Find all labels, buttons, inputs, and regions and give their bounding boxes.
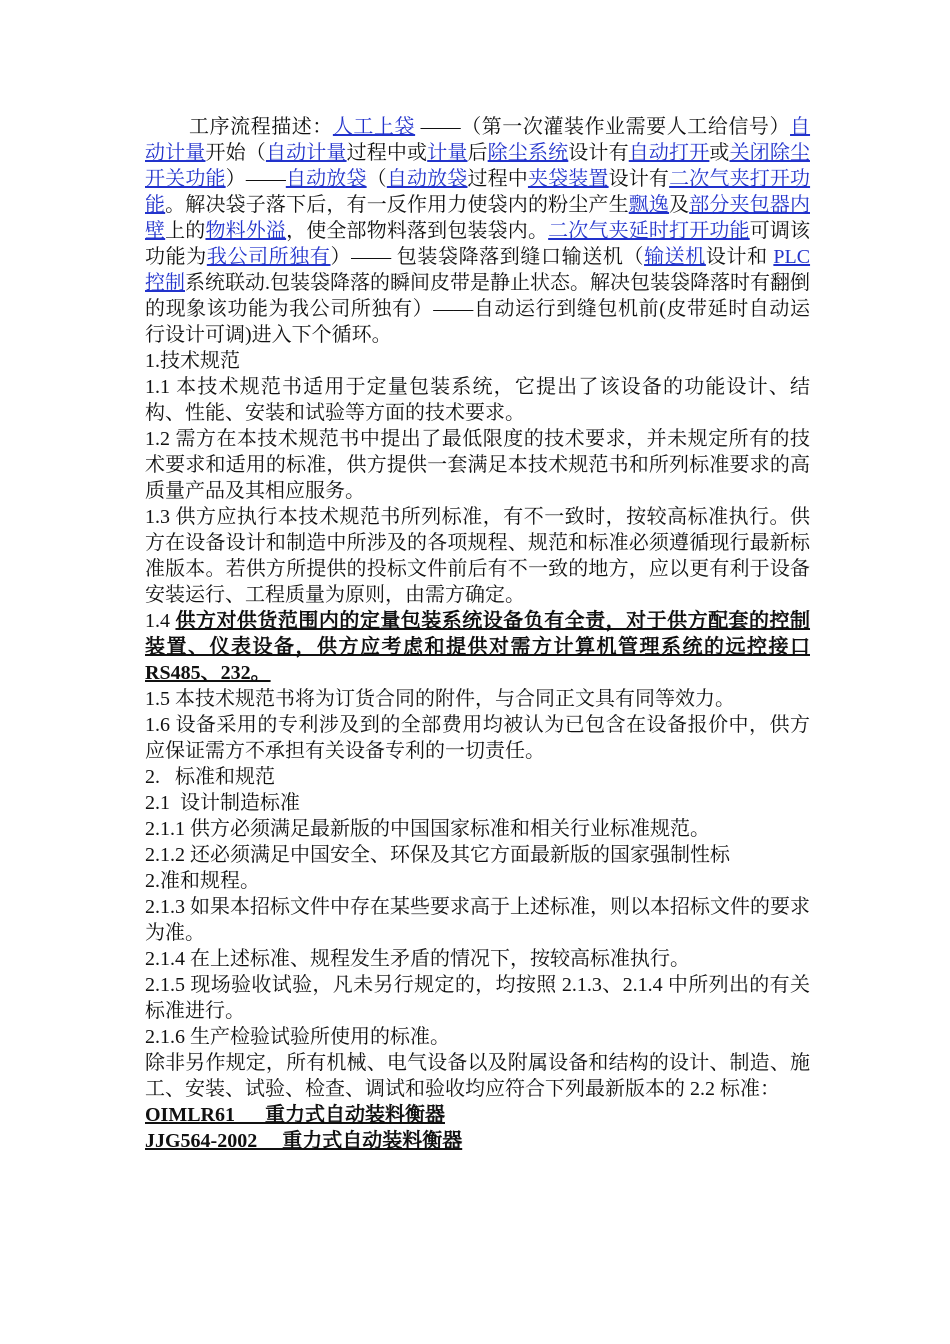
inline-link[interactable]: 我公司所独有 (206, 246, 331, 268)
clause-1-4-bold-text: 供方对供货范围内的定量包装系统设备负有全责，对于供方配套的控制装置、仪表设备，供方应考虑和提供对需方计算机管理系统的远控接口 RS485、232。 (145, 610, 811, 684)
paragraph: 除非另作规定，所有机械、电气设备以及附属设备和结构的设计、制造、施工、安装、试验、检查、调试和验收均应符合下列最新版本的 2.2 标准： (145, 1052, 810, 1100)
paragraph: 1.2 需方在本技术规范书中提出了最低限度的技术要求，并未规定所有的技术要求和适用的标准，供方提供一套满足本技术规范书和所列标准要求的高质量产品及其相应服务。 (145, 428, 810, 502)
flow-text: 工序流程描述： (189, 116, 333, 138)
inline-link[interactable]: 计量 (427, 142, 468, 164)
paragraph: 1.6 设备采用的专利涉及到的全部费用均被认为已包含在设备报价中，供方应保证需方不承担有关设备专利的一切责任。 (145, 714, 810, 762)
paragraph: 1.3 供方应执行本技术规范书所列标准，有不一致时，按较高标准执行。供方在设备设计和制造中所涉及的各项规程、规范和标准必须遵循现行最新标准版本。若供方所提供的投标文件前后有不一致的地方，应以更有利于设备安装运行、工程质量为原则，由需方确定。 (145, 506, 810, 606)
inline-link[interactable]: 除尘系统 (487, 142, 569, 164)
clause-1-4-number: 1.4 (145, 610, 176, 632)
document-page (145, 114, 810, 1154)
inline-link[interactable]: 自动计量 (265, 142, 347, 164)
inline-link[interactable]: 输送机 (644, 246, 706, 268)
paragraph: 2.1.1 供方必须满足最新版的中国国家标准和相关行业标准规范。 (145, 818, 710, 840)
flow-text: 或 (709, 142, 730, 164)
standards-section (145, 686, 810, 1102)
flow-text: 过程中或 (346, 142, 428, 164)
flow-text: 过程中 (467, 168, 528, 190)
flow-text: 及 (669, 194, 690, 216)
paragraph: 2.1.6 生产检验试验所使用的标准。 (145, 1026, 450, 1048)
inline-link[interactable]: PLC 控制 (145, 246, 811, 294)
paragraph: 2.1.3 如果本招标文件中存在某些要求高于上述标准，则以本招标文件的要求为准。 (145, 896, 810, 944)
standard-entry: JJG564-2002 重力式自动装料衡器 (145, 1130, 463, 1152)
paragraph: 1.5 本技术规范书将为订货合同的附件，与合同正文具有同等效力。 (145, 688, 735, 710)
process-flow-paragraph (145, 114, 810, 348)
tech-spec-section (145, 348, 810, 608)
clause-1-4 (145, 608, 810, 686)
inline-link[interactable]: 人工上袋 (332, 116, 416, 138)
inline-link[interactable]: 二次气夹打开功能 (145, 168, 811, 216)
paragraph: 2.1.4 在上述标准、规程发生矛盾的情况下，按较高标准执行。 (145, 948, 690, 970)
standards-list (145, 1102, 810, 1154)
flow-text: 设计有 (608, 168, 670, 190)
flow-text: 后 (467, 142, 488, 164)
inline-link[interactable]: 关闭除尘开关功能 (145, 142, 810, 190)
standard-entry: OIMLR61 重力式自动装料衡器 (145, 1104, 445, 1126)
flow-text: ）—— (225, 168, 286, 190)
paragraph: 2.准和规程。 (145, 870, 260, 892)
flow-text: 可调该功能为 (145, 220, 810, 268)
flow-text: 设计和 (705, 246, 774, 268)
flow-text: 上的 (165, 220, 206, 242)
flow-text: 设计有 (568, 142, 629, 164)
inline-link[interactable]: 自动放袋 (285, 168, 367, 190)
inline-link[interactable]: 夹袋装置 (527, 168, 609, 190)
inline-link[interactable]: 物料外溢 (205, 220, 287, 242)
flow-text: ，使全部物料落到包装袋内。 (286, 220, 549, 242)
paragraph: 1.技术规范 (145, 350, 240, 372)
inline-link[interactable]: 飘逸 (628, 194, 670, 216)
flow-text: 系统联动.包装袋降落的瞬间皮带是静止状态。解决包装袋降落时有翻倒的现象该功能为我公司所独有）——自动运行到缝包机前(皮带延时自动运行设计可调)进入下个循环。 (145, 272, 810, 346)
flow-text: 。解决袋子落下后，有一反作用力使袋内的粉尘产生 (165, 194, 629, 216)
paragraph: 1.1 本技术规范书适用于定量包装系统，它提出了该设备的功能设计、结构、性能、安装和试验等方面的技术要求。 (145, 376, 810, 424)
flow-text: ——（第一次灌装作业需要人工给信号） (415, 116, 791, 138)
flow-text: （ (366, 168, 387, 190)
inline-link[interactable]: 部分夹包器内壁 (145, 194, 810, 242)
paragraph: 2.1.2 还必须满足中国安全、环保及其它方面最新版的国家强制性标 (145, 844, 730, 866)
paragraph: 2. 标准和规范 (145, 766, 275, 788)
inline-link[interactable]: 自动计量 (145, 116, 811, 164)
flow-text: 开始（ (205, 142, 266, 164)
inline-link[interactable]: 自动放袋 (386, 168, 468, 190)
paragraph: 2.1.5 现场验收试验，凡未另行规定的，均按照 2.1.3、2.1.4 中所列出的有关标准进行。 (145, 974, 810, 1022)
inline-link[interactable]: 自动打开 (628, 142, 710, 164)
inline-link[interactable]: 二次气夹延时打开功能 (548, 220, 750, 242)
paragraph: 2.1 设计制造标准 (145, 792, 300, 814)
flow-text: ）—— 包装袋降落到缝口输送机（ (330, 246, 645, 268)
